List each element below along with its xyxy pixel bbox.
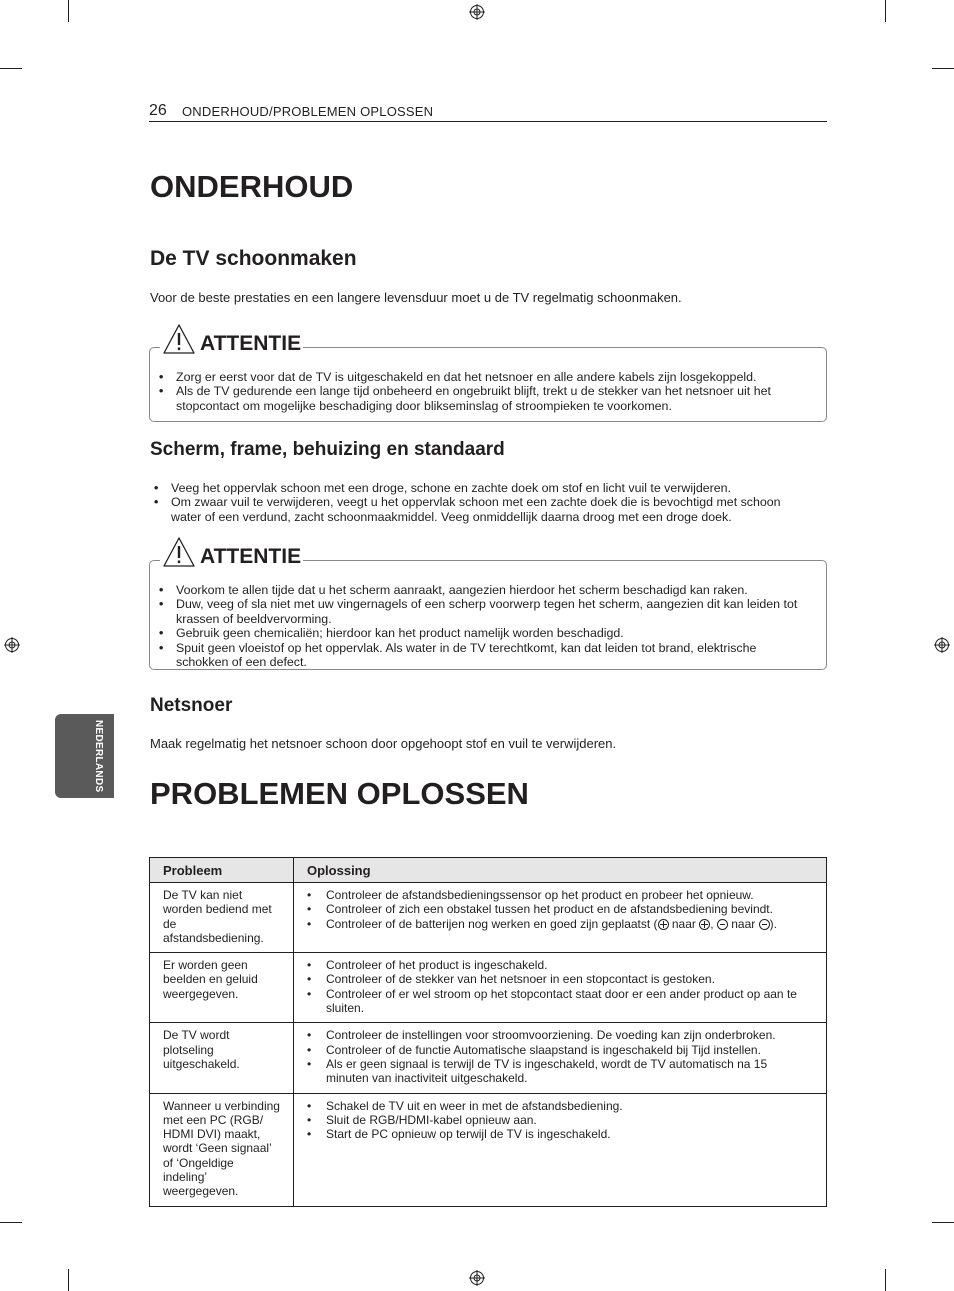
problem-cell: Er worden geen beelden en geluid weergegeven. bbox=[150, 953, 294, 1023]
page-number: 26 bbox=[149, 102, 167, 119]
list-item: • Als de TV gedurende een lange tijd onbeheerd en ongebruikt blijft, trekt u de stekker van het netsnoer uit het stopcontact om mogelijke beschadiging door blikseminslag of stroompieken te voorkomen. bbox=[159, 384, 809, 413]
plus-icon bbox=[658, 919, 669, 930]
cleaning-intro: Voor de beste prestaties en een langere levensduur moet u de TV regelmatig schoonmaken. bbox=[150, 290, 682, 305]
crop-mark bbox=[0, 1222, 22, 1223]
running-header: ONDERHOUD/PROBLEMEN OPLOSSEN bbox=[182, 104, 434, 119]
solution-cell bbox=[294, 1093, 827, 1206]
list-item: • Spuit geen vloeistof op het oppervlak. Als water in de TV terechtkomt, kan dat leiden tot brand, elektrische schokken of een defect. bbox=[159, 641, 809, 670]
screen-list bbox=[154, 481, 814, 524]
list-item: • Als er geen signaal is terwijl de TV is ingeschakeld, wordt de TV automatisch na 15 minuten van inactiviteit uitgeschakeld. bbox=[307, 1057, 813, 1086]
battery-text: naar bbox=[727, 916, 759, 931]
problem-cell: De TV kan niet worden bediend met de afstandsbediening. bbox=[150, 883, 294, 953]
caution-label: ATTENTIE bbox=[200, 545, 302, 568]
list-item: • Start de PC opnieuw op terwijl de TV is ingeschakeld. bbox=[307, 1127, 813, 1141]
table-row bbox=[150, 953, 827, 1023]
list-item: • Schakel de TV uit en weer in met de afstandsbediening. bbox=[307, 1099, 813, 1113]
table-row bbox=[150, 1023, 827, 1093]
list-item: • Controleer of er wel stroom op het stopcontact staat door er een ander product op aan te sluiten. bbox=[307, 987, 813, 1016]
crop-mark bbox=[885, 1269, 886, 1291]
warning-icon bbox=[162, 536, 196, 568]
crop-mark bbox=[68, 1269, 69, 1291]
battery-text: Controleer of de batterijen nog werken en goed zijn geplaatst ( bbox=[326, 916, 658, 931]
language-tab-label: NEDERLANDS bbox=[93, 720, 104, 793]
list-item: • Zorg er eerst voor dat de TV is uitgeschakeld en dat het netsnoer en alle andere kabels zijn losgekoppeld. bbox=[159, 370, 809, 384]
crop-mark bbox=[932, 1222, 954, 1223]
list-item: • Controleer de instellingen voor stroomvoorziening. De voeding kan zijn onderbroken. bbox=[307, 1028, 813, 1042]
registration-mark-icon bbox=[469, 4, 485, 20]
caution-list bbox=[159, 583, 809, 669]
list-item: • Controleer of het product is ingeschakeld. bbox=[307, 958, 813, 972]
minus-icon bbox=[717, 919, 728, 930]
crop-mark bbox=[68, 0, 69, 22]
heading-screen: Scherm, frame, behuizing en standaard bbox=[150, 439, 505, 460]
solution-cell bbox=[294, 953, 827, 1023]
list-item: • Controleer of zich een obstakel tussen het product en de afstandsbediening bevindt. bbox=[307, 902, 813, 916]
header-divider bbox=[149, 121, 827, 122]
language-tab bbox=[55, 714, 114, 798]
crop-mark bbox=[0, 68, 22, 69]
heading-cleaning: De TV schoonmaken bbox=[150, 247, 357, 270]
list-item: • Controleer de afstandsbedieningssensor op het product en probeer het opnieuw. bbox=[307, 888, 813, 902]
caution-header bbox=[160, 536, 303, 568]
solution-cell bbox=[294, 1023, 827, 1093]
list-item: • Sluit de RGB/HDMI-kabel opnieuw aan. bbox=[307, 1113, 813, 1127]
warning-icon bbox=[162, 323, 196, 355]
list-item: • Controleer of de stekker van het netsnoer in een stopcontact is gestoken. bbox=[307, 972, 813, 986]
list-item bbox=[307, 917, 813, 931]
minus-icon bbox=[759, 919, 770, 930]
caution-list bbox=[159, 370, 809, 413]
heading-power-cord: Netsnoer bbox=[150, 695, 233, 716]
caution-label: ATTENTIE bbox=[200, 332, 302, 355]
battery-text: ). bbox=[769, 916, 777, 931]
page-title-troubleshooting: PROBLEMEN OPLOSSEN bbox=[150, 776, 529, 811]
list-item: • Voorkom te allen tijde dat u het scherm aanraakt, aangezien hierdoor het scherm beschadigd kan raken. bbox=[159, 583, 809, 597]
troubleshooting-table bbox=[149, 857, 827, 1207]
list-item: • Gebruik geen chemicaliën; hierdoor kan het product namelijk worden beschadigd. bbox=[159, 626, 809, 640]
problem-cell: De TV wordt plotseling uitgeschakeld. bbox=[150, 1023, 294, 1093]
power-cord-text: Maak regelmatig het netsnoer schoon door opgehoopt stof en vuil te verwijderen. bbox=[150, 736, 617, 751]
caution-header bbox=[160, 323, 303, 355]
problem-cell: Wanneer u verbinding met een PC (RGB/ HDMI DVI) maakt, wordt ‘Geen signaal’ of ‘Ongeldige indeling’ weergegeven. bbox=[150, 1093, 294, 1206]
list-item: • Om zwaar vuil te verwijderen, veegt u het oppervlak schoon met een zachte doek die is bevochtigd met schoon water of een verdund, zacht schoonmaakmiddel. Veeg onmiddellijk daarna droog met een droge doek. bbox=[154, 495, 814, 524]
crop-mark bbox=[885, 0, 886, 22]
table-row bbox=[150, 1093, 827, 1206]
page-title-maintenance: ONDERHOUD bbox=[150, 169, 354, 204]
column-header-problem: Probleem bbox=[150, 858, 294, 883]
registration-mark-icon bbox=[934, 637, 950, 653]
table-header-row bbox=[150, 858, 827, 883]
list-item: • Duw, veeg of sla niet met uw vingernagels of een scherp voorwerp tegen het scherm, aangezien dit kan leiden tot krassen of beeldvervorming. bbox=[159, 597, 809, 626]
solution-cell bbox=[294, 883, 827, 953]
battery-text: naar bbox=[668, 916, 700, 931]
column-header-solution: Oplossing bbox=[294, 858, 827, 883]
list-item: • Controleer of de functie Automatische slaapstand is ingeschakeld bij Tijd instellen. bbox=[307, 1043, 813, 1057]
registration-mark-icon bbox=[469, 1270, 485, 1286]
battery-text: , bbox=[710, 916, 717, 931]
registration-mark-icon bbox=[4, 637, 20, 653]
list-item: • Veeg het oppervlak schoon met een droge, schone en zachte doek om stof en licht vuil te verwijderen. bbox=[154, 481, 814, 495]
plus-icon bbox=[699, 919, 710, 930]
crop-mark bbox=[932, 68, 954, 69]
table-row bbox=[150, 883, 827, 953]
